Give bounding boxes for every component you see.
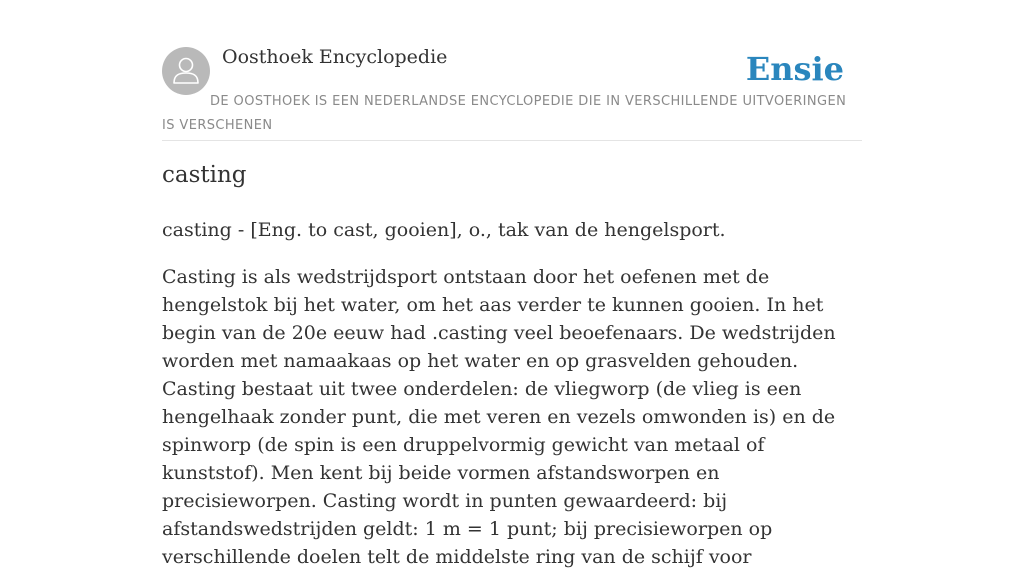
site-tagline: DE OOSTHOEK IS EEN NEDERLANDSE ENCYCLOPEDIE DIE IN VERSCHILLENDE UITVOERINGEN IS VERSCHENEN: [162, 94, 847, 133]
page-container: [162, 0, 862, 568]
article-title: casting: [162, 162, 247, 188]
site-header: [162, 0, 862, 141]
user-icon[interactable]: [162, 47, 210, 95]
site-name[interactable]: Oosthoek Encyclopedie: [222, 46, 448, 68]
article-lead: casting - [Eng. to cast, gooien], o., tak van de hengelsport.: [162, 219, 726, 241]
article-body: Casting is als wedstrijdsport ontstaan door het oefenen met de hengelstok bij het water, om het aas verder te kunnen gooien. In het begin van de 20e eeuw had .casting veel beoefenaars. De wedstrijden worden met namaakaas op het water en op grasvelden gehouden. Casting bestaat uit twee onderdelen: de vliegworp (de vlieg is een hengelhaak zonder punt, die met veren en vezels omwonden is) en de spinworp (de spin is een druppelvormig gewicht van metaal of kunststof). Men kent bij beide vormen afstandsworpen en precisieworpen. Casting wordt in punten gewaardeerd: bij afstandswedstrijden geldt: 1 m = 1 punt; bij precisieworpen op verschillende doelen telt de middelste ring van de schijf voor: [162, 266, 836, 568]
brand-logo[interactable]: Ensie: [745, 50, 844, 88]
